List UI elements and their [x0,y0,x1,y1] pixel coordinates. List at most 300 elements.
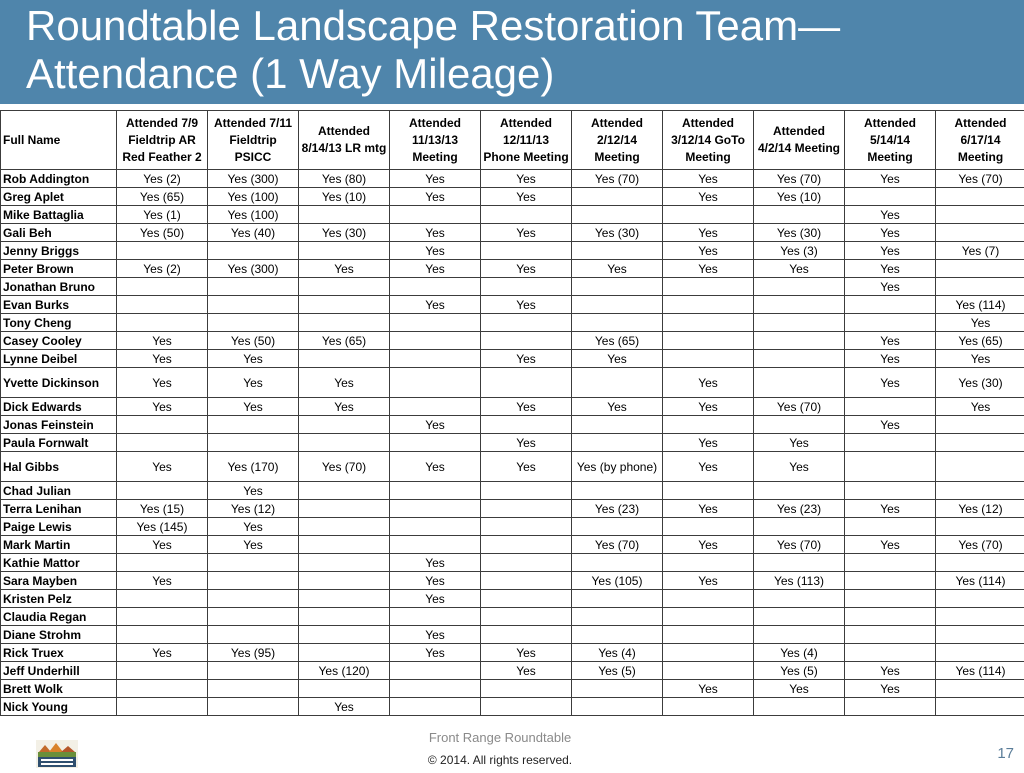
column-header-attendance: Attended 7/9 Fieldtrip AR Red Feather 2 [117,111,208,170]
attendance-cell: Yes (65) [572,332,663,350]
attendance-cell [299,314,390,332]
member-name-cell: Mark Martin [1,536,117,554]
attendance-cell [299,416,390,434]
attendance-cell: Yes [936,398,1024,416]
attendance-cell: Yes (30) [754,224,845,242]
attendance-cell [390,482,481,500]
table-row [1,500,1024,518]
attendance-cell: Yes [936,350,1024,368]
attendance-cell: Yes [663,398,754,416]
attendance-cell [663,278,754,296]
attendance-cell [845,608,936,626]
table-row [1,368,1024,398]
attendance-cell [754,698,845,716]
attendance-cell [481,608,572,626]
attendance-cell [299,608,390,626]
attendance-cell [936,608,1024,626]
attendance-cell [299,518,390,536]
attendance-cell [299,206,390,224]
attendance-cell: Yes [663,368,754,398]
attendance-cell [663,416,754,434]
attendance-cell [208,572,299,590]
member-name-cell: Jonathan Bruno [1,278,117,296]
attendance-cell [299,278,390,296]
attendance-cell [845,626,936,644]
attendance-cell: Yes (2) [117,260,208,278]
attendance-cell: Yes (30) [572,224,663,242]
attendance-cell [481,416,572,434]
attendance-cell [754,314,845,332]
attendance-cell [572,518,663,536]
attendance-cell: Yes [390,626,481,644]
attendance-cell [572,698,663,716]
attendance-cell: Yes [208,368,299,398]
attendance-cell [572,626,663,644]
attendance-cell: Yes [663,452,754,482]
attendance-cell [481,314,572,332]
table-row [1,278,1024,296]
attendance-cell [845,398,936,416]
attendance-cell [936,626,1024,644]
attendance-cell: Yes (23) [754,500,845,518]
table-row [1,662,1024,680]
attendance-cell: Yes [481,350,572,368]
attendance-cell: Yes (10) [754,188,845,206]
table-row [1,434,1024,452]
attendance-cell [572,482,663,500]
attendance-cell: Yes [208,350,299,368]
attendance-cell [663,554,754,572]
member-name-cell: Nick Young [1,698,117,716]
member-name-cell: Peter Brown [1,260,117,278]
attendance-cell: Yes (114) [936,572,1024,590]
attendance-cell [390,698,481,716]
table-row [1,398,1024,416]
attendance-cell: Yes (145) [117,518,208,536]
attendance-cell: Yes [390,242,481,260]
attendance-cell: Yes [299,368,390,398]
attendance-cell [754,518,845,536]
attendance-cell: Yes (15) [117,500,208,518]
attendance-cell [936,482,1024,500]
attendance-cell: Yes [845,368,936,398]
attendance-cell: Yes [117,452,208,482]
member-name-cell: Jonas Feinstein [1,416,117,434]
member-name-cell: Tony Cheng [1,314,117,332]
attendance-cell: Yes (65) [299,332,390,350]
attendance-cell [663,644,754,662]
attendance-cell: Yes (300) [208,260,299,278]
table-row [1,698,1024,716]
attendance-cell: Yes [845,170,936,188]
attendance-cell: Yes [845,206,936,224]
member-name-cell: Evan Burks [1,296,117,314]
attendance-cell [663,608,754,626]
attendance-cell [390,434,481,452]
attendance-cell: Yes (12) [936,500,1024,518]
attendance-cell: Yes [663,680,754,698]
attendance-cell: Yes [845,260,936,278]
attendance-cell: Yes [845,500,936,518]
attendance-cell [663,662,754,680]
attendance-cell: Yes (70) [936,170,1024,188]
table-row [1,206,1024,224]
attendance-cell: Yes (113) [754,572,845,590]
attendance-cell [481,536,572,554]
column-header-attendance: Attended 5/14/14 Meeting [845,111,936,170]
attendance-cell [572,188,663,206]
attendance-cell [572,554,663,572]
attendance-cell [936,224,1024,242]
attendance-cell [936,590,1024,608]
attendance-cell: Yes [390,296,481,314]
attendance-cell: Yes (70) [754,536,845,554]
slide-title: Roundtable Landscape Restoration Team—Attendance (1 Way Mileage) [26,2,1006,98]
attendance-cell [299,590,390,608]
attendance-cell: Yes [481,224,572,242]
attendance-cell: Yes [572,260,663,278]
table-row [1,644,1024,662]
column-header-attendance: Attended 3/12/14 GoTo Meeting [663,111,754,170]
attendance-cell [208,242,299,260]
attendance-cell [572,434,663,452]
member-name-cell: Greg Aplet [1,188,117,206]
attendance-cell: Yes (70) [572,536,663,554]
attendance-cell [936,188,1024,206]
attendance-cell [663,626,754,644]
attendance-cell [754,416,845,434]
attendance-cell [208,662,299,680]
attendance-cell [208,416,299,434]
attendance-cell [572,314,663,332]
attendance-cell: Yes (170) [208,452,299,482]
member-name-cell: Terra Lenihan [1,500,117,518]
attendance-table-container [0,110,1024,716]
attendance-cell: Yes [390,260,481,278]
attendance-cell: Yes [481,662,572,680]
attendance-cell: Yes [663,224,754,242]
attendance-cell: Yes [390,452,481,482]
attendance-cell [299,644,390,662]
attendance-cell: Yes (5) [754,662,845,680]
attendance-cell [481,278,572,296]
table-row [1,482,1024,500]
attendance-cell: Yes (40) [208,224,299,242]
column-header-attendance: Attended 12/11/13 Phone Meeting [481,111,572,170]
column-header-attendance: Attended 11/13/13 Meeting [390,111,481,170]
attendance-cell: Yes (70) [299,452,390,482]
attendance-cell [572,206,663,224]
member-name-cell: Brett Wolk [1,680,117,698]
attendance-cell [390,278,481,296]
attendance-cell [936,416,1024,434]
attendance-cell [481,698,572,716]
attendance-cell: Yes (23) [572,500,663,518]
attendance-cell [117,434,208,452]
attendance-cell [481,500,572,518]
attendance-cell [390,608,481,626]
attendance-cell: Yes (70) [936,536,1024,554]
attendance-cell [754,482,845,500]
attendance-cell: Yes [663,536,754,554]
attendance-cell: Yes (50) [208,332,299,350]
attendance-cell [663,296,754,314]
attendance-cell: Yes [390,416,481,434]
attendance-cell: Yes [481,296,572,314]
attendance-cell [208,278,299,296]
member-name-cell: Rick Truex [1,644,117,662]
attendance-cell [663,698,754,716]
attendance-cell: Yes (30) [299,224,390,242]
table-row [1,170,1024,188]
attendance-cell [845,572,936,590]
attendance-cell: Yes (105) [572,572,663,590]
attendance-cell [936,518,1024,536]
attendance-cell [117,278,208,296]
attendance-cell: Yes (70) [754,170,845,188]
attendance-cell: Yes [663,572,754,590]
attendance-cell: Yes [481,644,572,662]
attendance-cell [754,590,845,608]
attendance-cell [845,554,936,572]
attendance-cell [299,242,390,260]
table-row [1,518,1024,536]
attendance-cell [936,260,1024,278]
member-name-cell: Sara Mayben [1,572,117,590]
table-row [1,296,1024,314]
attendance-cell: Yes [117,398,208,416]
table-row [1,452,1024,482]
footer-organization: Front Range Roundtable [0,730,1000,745]
attendance-cell [845,314,936,332]
attendance-cell [845,452,936,482]
attendance-cell [208,314,299,332]
member-name-cell: Rob Addington [1,170,117,188]
attendance-cell [390,398,481,416]
attendance-cell [299,482,390,500]
attendance-cell [390,662,481,680]
attendance-cell [936,452,1024,482]
member-name-cell: Claudia Regan [1,608,117,626]
attendance-cell: Yes [845,224,936,242]
attendance-cell [663,518,754,536]
attendance-cell: Yes [390,224,481,242]
table-row [1,314,1024,332]
attendance-cell: Yes [208,398,299,416]
attendance-cell [481,482,572,500]
attendance-cell [299,680,390,698]
attendance-cell: Yes [572,350,663,368]
attendance-cell: Yes [663,500,754,518]
table-row [1,608,1024,626]
attendance-cell: Yes [481,452,572,482]
attendance-cell [572,608,663,626]
attendance-cell [390,332,481,350]
attendance-cell [936,278,1024,296]
attendance-cell [117,698,208,716]
attendance-cell [208,680,299,698]
attendance-cell: Yes [299,260,390,278]
attendance-cell [390,518,481,536]
attendance-cell: Yes [208,518,299,536]
footer-copyright: © 2014. All rights reserved. [0,753,1000,767]
table-row [1,536,1024,554]
attendance-cell: Yes [754,680,845,698]
attendance-cell: Yes [390,644,481,662]
column-header-attendance: Attended 6/17/14 Meeting [936,111,1024,170]
attendance-cell [754,626,845,644]
attendance-cell [572,590,663,608]
attendance-cell: Yes (114) [936,296,1024,314]
attendance-cell: Yes [208,536,299,554]
member-name-cell: Mike Battaglia [1,206,117,224]
member-name-cell: Chad Julian [1,482,117,500]
attendance-cell [663,590,754,608]
attendance-cell [754,206,845,224]
member-name-cell: Hal Gibbs [1,452,117,482]
attendance-cell [481,680,572,698]
attendance-cell: Yes (3) [754,242,845,260]
attendance-cell: Yes (120) [299,662,390,680]
column-header-attendance: Attended 2/12/14 Meeting [572,111,663,170]
attendance-cell: Yes [481,260,572,278]
attendance-cell [117,680,208,698]
attendance-cell: Yes [845,242,936,260]
attendance-cell: Yes (95) [208,644,299,662]
attendance-cell [481,368,572,398]
attendance-cell [390,536,481,554]
table-row [1,416,1024,434]
attendance-cell [572,296,663,314]
attendance-cell: Yes (4) [572,644,663,662]
attendance-cell [390,206,481,224]
attendance-cell [117,416,208,434]
attendance-cell [299,350,390,368]
attendance-cell: Yes [663,260,754,278]
attendance-cell [481,590,572,608]
member-name-cell: Paige Lewis [1,518,117,536]
attendance-cell [572,368,663,398]
attendance-cell: Yes [845,662,936,680]
attendance-cell: Yes (100) [208,206,299,224]
table-row [1,188,1024,206]
attendance-cell [572,416,663,434]
member-name-cell: Gali Beh [1,224,117,242]
attendance-cell [481,572,572,590]
attendance-cell: Yes [572,398,663,416]
member-name-cell: Yvette Dickinson [1,368,117,398]
attendance-cell: Yes (2) [117,170,208,188]
attendance-cell [208,296,299,314]
attendance-cell: Yes [754,452,845,482]
attendance-cell: Yes (by phone) [572,452,663,482]
attendance-cell [754,296,845,314]
attendance-cell [208,626,299,644]
member-name-cell: Dick Edwards [1,398,117,416]
attendance-cell: Yes (4) [754,644,845,662]
attendance-cell [299,536,390,554]
attendance-cell [572,242,663,260]
attendance-cell: Yes (7) [936,242,1024,260]
attendance-cell: Yes [754,260,845,278]
attendance-cell [481,554,572,572]
attendance-cell: Yes [481,170,572,188]
attendance-cell [663,206,754,224]
attendance-cell [390,314,481,332]
attendance-cell [663,332,754,350]
attendance-cell [936,554,1024,572]
attendance-cell [117,608,208,626]
column-header-full-name: Full Name [1,111,117,170]
attendance-cell: Yes (300) [208,170,299,188]
attendance-cell: Yes [481,434,572,452]
attendance-cell [754,278,845,296]
member-name-cell: Jeff Underhill [1,662,117,680]
attendance-cell [390,500,481,518]
attendance-cell: Yes (100) [208,188,299,206]
attendance-cell [936,698,1024,716]
attendance-cell [390,368,481,398]
attendance-cell: Yes [481,398,572,416]
attendance-cell [208,554,299,572]
attendance-cell [754,554,845,572]
attendance-cell [936,206,1024,224]
attendance-cell: Yes [390,590,481,608]
table-body [1,170,1024,716]
attendance-cell: Yes [117,368,208,398]
attendance-cell [208,590,299,608]
attendance-cell: Yes [390,188,481,206]
attendance-cell [390,350,481,368]
attendance-cell: Yes (12) [208,500,299,518]
table-row [1,554,1024,572]
attendance-cell [299,500,390,518]
table-row [1,680,1024,698]
table-row [1,590,1024,608]
attendance-cell: Yes [663,188,754,206]
attendance-cell [481,518,572,536]
table-row [1,224,1024,242]
attendance-cell [117,554,208,572]
page-number: 17 [997,745,1014,762]
attendance-cell: Yes [390,572,481,590]
attendance-cell: Yes (65) [117,188,208,206]
attendance-cell: Yes (10) [299,188,390,206]
attendance-cell [754,350,845,368]
table-row [1,572,1024,590]
attendance-cell: Yes [845,536,936,554]
attendance-cell: Yes [936,314,1024,332]
attendance-cell: Yes (70) [754,398,845,416]
table-row [1,332,1024,350]
attendance-cell [663,350,754,368]
attendance-cell: Yes [845,350,936,368]
attendance-cell: Yes [117,332,208,350]
attendance-cell: Yes [845,680,936,698]
attendance-cell [208,608,299,626]
attendance-cell [845,644,936,662]
attendance-cell [845,698,936,716]
table-header-row [1,111,1024,170]
attendance-cell [117,662,208,680]
attendance-cell [572,278,663,296]
attendance-cell [754,608,845,626]
attendance-cell [117,296,208,314]
attendance-cell: Yes [754,434,845,452]
attendance-cell [663,482,754,500]
table-row [1,350,1024,368]
attendance-cell [936,434,1024,452]
